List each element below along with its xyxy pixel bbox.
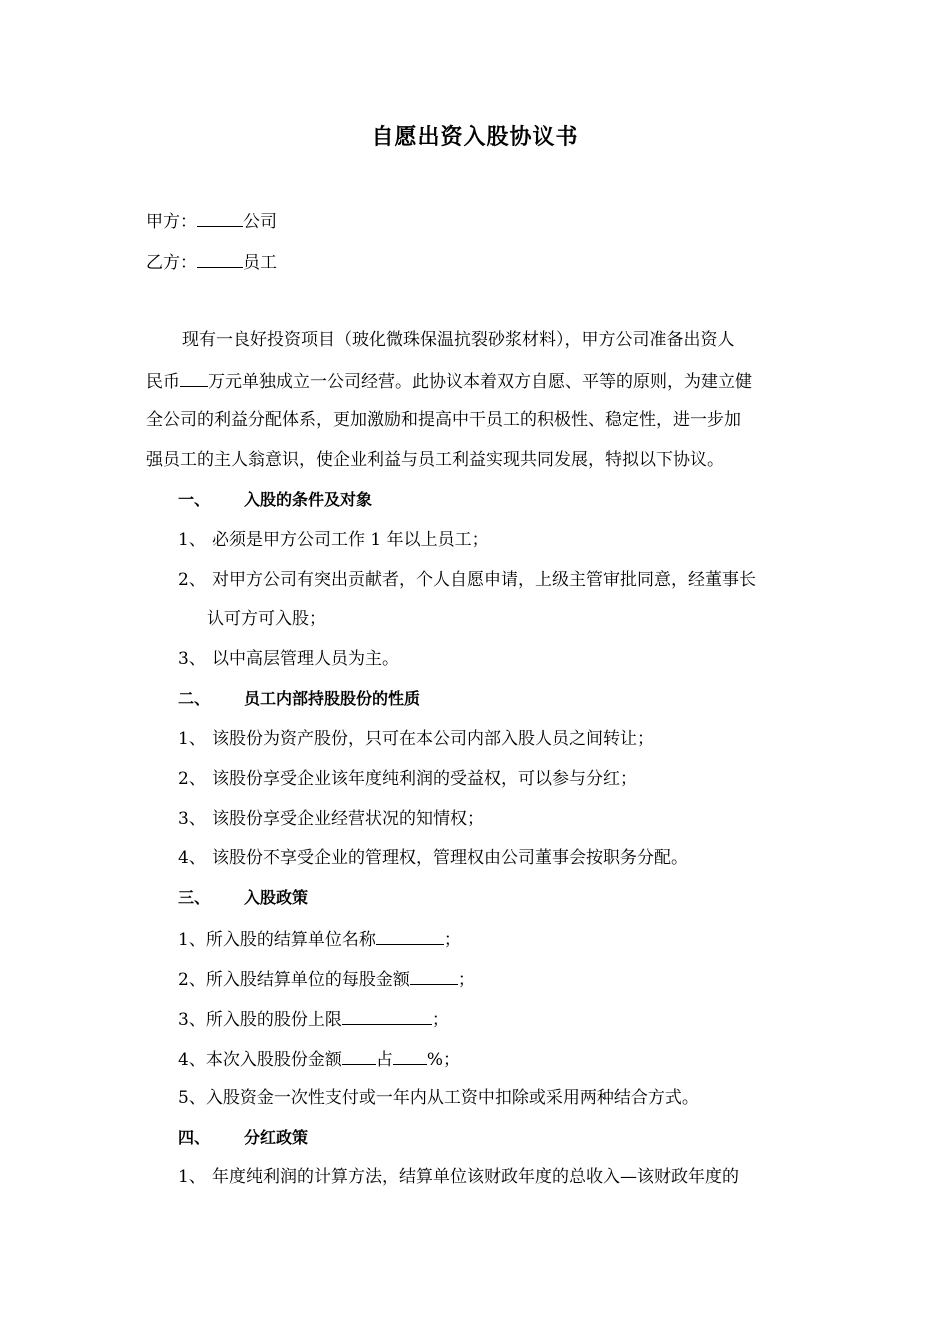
item-number: 4、 — [178, 848, 206, 868]
section-3-number: 三、 — [178, 888, 211, 907]
party-b-line — [146, 249, 277, 275]
item-end: ； — [431, 1010, 449, 1030]
party-b-suffix: 员工 — [243, 253, 277, 273]
intro-line-2-prefix: 民币 — [146, 372, 180, 392]
intro-line-4: 强员工的主人翁意识，使企业利益与员工利益实现共同发展，特拟以下协议。 — [146, 450, 724, 470]
item-end: ； — [457, 970, 475, 990]
share-amount-blank — [342, 1046, 376, 1065]
section-4-heading — [178, 1126, 308, 1150]
item-number: 2、 — [178, 570, 206, 590]
section-1-title: 入股的条件及对象 — [244, 490, 373, 509]
intro-line-3: 全公司的利益分配体系，更加激励和提高中干员工的积极性、稳定性，进一步加 — [146, 410, 741, 430]
item-text: 必须是甲方公司工作 1 年以上员工； — [212, 530, 489, 550]
section-3-item-1 — [178, 926, 461, 952]
intro-line-1: 现有一良好投资项目（玻化微珠保温抗裂砂浆材料），甲方公司准备出资人 — [182, 330, 735, 350]
section-2-item-1 — [178, 727, 654, 751]
capital-amount-blank — [180, 368, 208, 387]
section-1-number: 一、 — [178, 490, 211, 509]
item-number: 3、 — [178, 809, 206, 829]
item-number: 1、 — [178, 530, 206, 550]
section-1-item-2-continuation: 认可方可入股； — [207, 609, 326, 629]
item-text: 2、所入股结算单位的每股金额 — [178, 970, 410, 990]
item-text: 该股份享受企业该年度纯利润的受益权，可以参与分红； — [212, 769, 637, 789]
share-price-blank — [410, 966, 458, 985]
section-1-item-1 — [178, 528, 489, 552]
section-2-heading — [178, 687, 420, 711]
party-a-prefix: 甲方： — [146, 212, 197, 232]
section-2-item-2 — [178, 767, 637, 791]
item-text: 该股份为资产股份，只可在本公司内部入股人员之间转让； — [212, 729, 654, 749]
item-text: 该股份不享受企业的管理权，管理权由公司董事会按职务分配。 — [212, 848, 688, 868]
party-b-prefix: 乙方： — [146, 253, 197, 273]
document-title: 自愿出资入股协议书 — [371, 125, 579, 150]
item-number: 2、 — [178, 769, 206, 789]
settlement-unit-name-blank — [376, 926, 444, 945]
item-number: 1、 — [178, 1167, 206, 1187]
section-2-item-3 — [178, 807, 484, 831]
section-4-item-1 — [178, 1165, 739, 1189]
section-3-item-5 — [178, 1086, 699, 1110]
item-text: 5、入股资金一次性支付或一年内从工资中扣除或采用两种结合方式。 — [178, 1088, 699, 1108]
item-number: 3、 — [178, 649, 206, 669]
section-2-number: 二、 — [178, 689, 211, 708]
item-text: 年度纯利润的计算方法，结算单位该财政年度的总收入—该财政年度的 — [212, 1167, 739, 1187]
party-b-blank — [197, 249, 243, 268]
section-3-item-2 — [178, 966, 475, 992]
item-number: 1、 — [178, 729, 206, 749]
share-percent-blank — [393, 1046, 427, 1065]
item-text: 对甲方公司有突出贡献者，个人自愿申请，上级主管审批同意，经董事长 — [212, 570, 756, 590]
intro-line-2-suffix: 万元单独成立一公司经营。此协议本着双方自愿、平等的原则，为建立健 — [208, 372, 752, 392]
section-3-item-3 — [178, 1006, 449, 1032]
section-3-item-4 — [178, 1046, 460, 1072]
item-text: 3、所入股的股份上限 — [178, 1010, 342, 1030]
section-2-title: 员工内部持股股份的性质 — [244, 689, 421, 708]
share-limit-blank — [342, 1006, 432, 1025]
item-text: 以中高层管理人员为主。 — [212, 649, 399, 669]
party-a-line — [146, 208, 277, 234]
section-1-heading — [178, 488, 372, 512]
item-text: 1、所入股的结算单位名称 — [178, 930, 376, 950]
item-end: %； — [426, 1050, 460, 1070]
section-1-item-3 — [178, 647, 399, 671]
item-end: ； — [443, 930, 461, 950]
section-1-item-2 — [178, 568, 756, 592]
item-text: 4、本次入股股份金额 — [178, 1050, 342, 1070]
item-mid: 占 — [375, 1050, 393, 1070]
section-3-heading — [178, 886, 308, 910]
intro-line-2 — [146, 368, 752, 394]
party-a-suffix: 公司 — [243, 212, 277, 232]
item-text: 该股份享受企业经营状况的知情权； — [212, 809, 484, 829]
section-2-item-4 — [178, 846, 688, 870]
section-4-number: 四、 — [178, 1128, 211, 1147]
party-a-blank — [197, 208, 243, 227]
section-4-title: 分红政策 — [244, 1128, 309, 1147]
section-3-title: 入股政策 — [244, 888, 309, 907]
